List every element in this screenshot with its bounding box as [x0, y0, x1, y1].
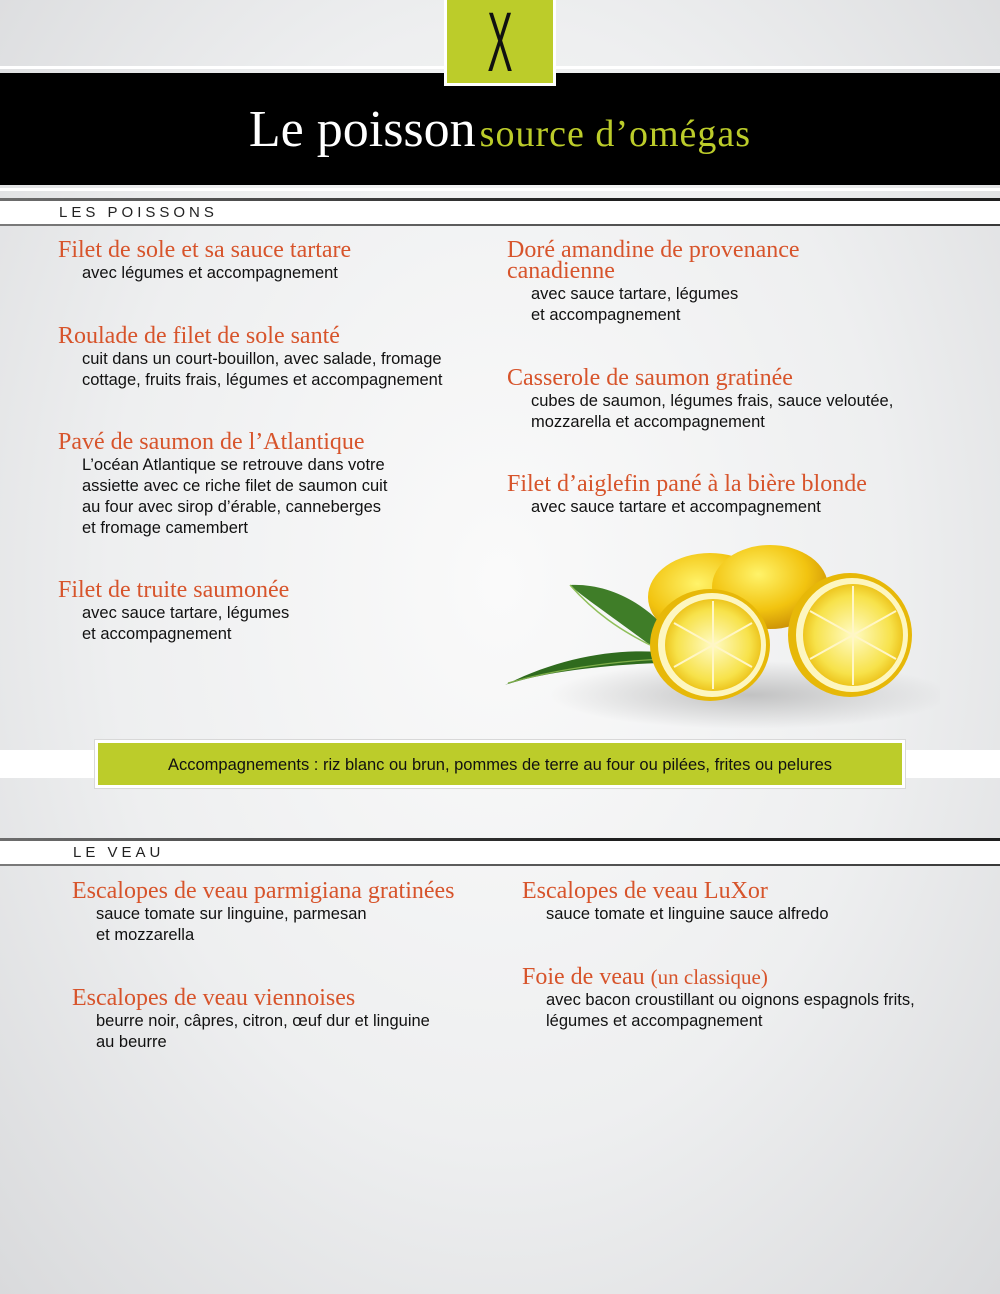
- accompaniments-banner: [95, 740, 905, 788]
- menu-item: [522, 964, 915, 1032]
- item-name: Doré amandine de provenance canadienne: [507, 237, 800, 284]
- item-description: avec bacon croustillant ou oignons espagnols frits, légumes et accompagnement: [546, 991, 915, 1030]
- menu-item: [58, 323, 443, 391]
- menu-item: [507, 471, 867, 518]
- page-title: [0, 100, 1000, 159]
- menu-item: [58, 577, 290, 645]
- section-title: LE VEAU: [73, 844, 165, 861]
- lemons-illustration: [500, 535, 940, 735]
- title-sub: source d’omégas: [479, 113, 752, 155]
- item-description: avec sauce tartare, légumes et accompagnement: [531, 285, 739, 324]
- item-name: Filet de truite saumonée: [58, 577, 290, 603]
- item-name: Escalopes de veau LuXor: [522, 878, 768, 904]
- item-description: avec sauce tartare et accompagnement: [531, 498, 821, 516]
- logo-badge: [444, 0, 556, 89]
- accompaniments-text: Accompagnements : riz blanc ou brun, pommes de terre au four ou pilées, frites ou pelures: [167, 756, 832, 774]
- header-bottom-line: [0, 188, 1000, 191]
- item-description: sauce tomate sur linguine, parmesan et mozzarella: [96, 905, 367, 944]
- item-name: Escalopes de veau parmigiana gratinées: [72, 878, 455, 904]
- menu-item: [72, 985, 430, 1053]
- item-name-text: Foie de veau: [522, 964, 645, 990]
- section-bar-veau: [0, 838, 1000, 864]
- item-description: avec légumes et accompagnement: [82, 264, 338, 282]
- menu-item: [522, 878, 829, 925]
- item-description: beurre noir, câpres, citron, œuf dur et linguine au beurre: [96, 1012, 430, 1051]
- item-name: Pavé de saumon de l’Atlantique: [58, 429, 365, 455]
- section-bar-poissons: [0, 198, 1000, 224]
- item-description: cubes de saumon, légumes frais, sauce veloutée, mozzarella et accompagnement: [531, 392, 894, 431]
- item-name: Roulade de filet de sole santé: [58, 323, 340, 349]
- item-description: L’océan Atlantique se retrouve dans votre assiette avec ce riche filet de saumon cuit au four avec sirop d’érable, canneberges et fromage camembert: [82, 456, 388, 537]
- item-name: Filet de sole et sa sauce tartare: [58, 237, 352, 263]
- logo-letter: X: [487, 0, 513, 89]
- item-name-note: (un classique): [650, 965, 768, 989]
- item-name: Filet d’aiglefin pané à la bière blonde: [507, 471, 867, 497]
- item-name: [522, 964, 915, 990]
- menu-item: [58, 429, 388, 539]
- item-name: Escalopes de veau viennoises: [72, 985, 356, 1011]
- menu-item: [58, 237, 352, 284]
- menu-item: [72, 878, 455, 946]
- menu-item: [507, 365, 894, 433]
- item-description: sauce tomate et linguine sauce alfredo: [546, 905, 829, 923]
- item-description: cuit dans un court-bouillon, avec salade, fromage cottage, fruits frais, légumes et accompagnement: [82, 350, 443, 389]
- item-description: avec sauce tartare, légumes et accompagnement: [82, 604, 290, 643]
- title-main: Le poisson: [248, 101, 476, 158]
- menu-item: [507, 237, 800, 326]
- item-name: Casserole de saumon gratinée: [507, 365, 793, 391]
- section-title: LES POISSONS: [59, 204, 218, 221]
